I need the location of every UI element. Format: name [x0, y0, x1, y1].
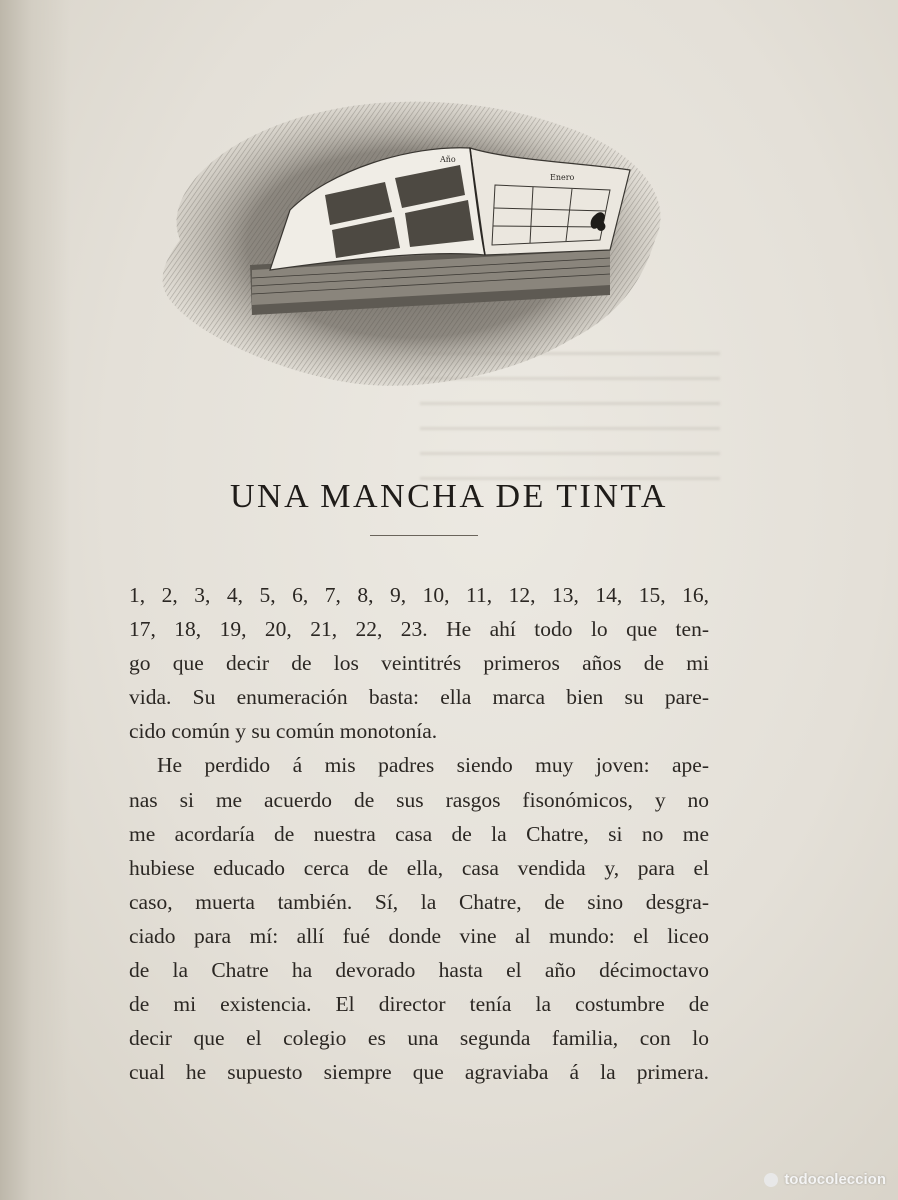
left-page-heading: Año	[440, 155, 456, 164]
text-line: me acordaría de nuestra casa de la Chatre, si no me	[129, 821, 709, 846]
text-line: cido común y su común monotonía.	[129, 719, 438, 744]
text-line: He perdido á mis padres siendo muy joven: ape-	[157, 753, 709, 778]
body-text	[129, 578, 709, 1089]
watermark-logo-icon	[764, 1173, 778, 1187]
text-line: de la Chatre ha devorado hasta el año décimoctavo	[129, 958, 709, 983]
open-book-illustration	[140, 90, 680, 400]
text-line: cual he supuesto siempre que agraviaba á la primera.	[129, 1060, 709, 1085]
paragraph-2	[129, 748, 709, 1089]
text-line: vida. Su enumeración basta: ella marca bien su pare-	[129, 685, 709, 710]
text-line: ciado para mí: allí fué donde vine al mundo: el liceo	[129, 923, 709, 948]
watermark	[764, 1171, 886, 1188]
paragraph-1	[129, 578, 709, 748]
right-page-heading: Enero	[550, 173, 575, 182]
text-line: 1, 2, 3, 4, 5, 6, 7, 8, 9, 10, 11, 12, 13, 14, 15, 16,	[129, 583, 709, 607]
text-line: caso, muerta también. Sí, la Chatre, de sino desgra-	[129, 889, 709, 914]
text-line: decir que el colegio es una segunda familia, con lo	[129, 1026, 709, 1051]
spine-shadow	[0, 0, 70, 1200]
text-line: 17, 18, 19, 20, 21, 22, 23. He ahí todo lo que ten-	[129, 617, 709, 642]
text-line: nas si me acuerdo de sus rasgos fisonómicos, y no	[129, 787, 709, 812]
chapter-title: UNA MANCHA DE TINTA	[230, 478, 668, 515]
text-line: go que decir de los veintitrés primeros años de mi	[129, 651, 709, 676]
text-line: hubiese educado cerca de ella, casa vendida y, para el	[129, 855, 709, 880]
title-divider	[370, 535, 478, 536]
text-line: de mi existencia. El director tenía la costumbre de	[129, 992, 709, 1017]
watermark-text: todocoleccion	[784, 1171, 886, 1188]
